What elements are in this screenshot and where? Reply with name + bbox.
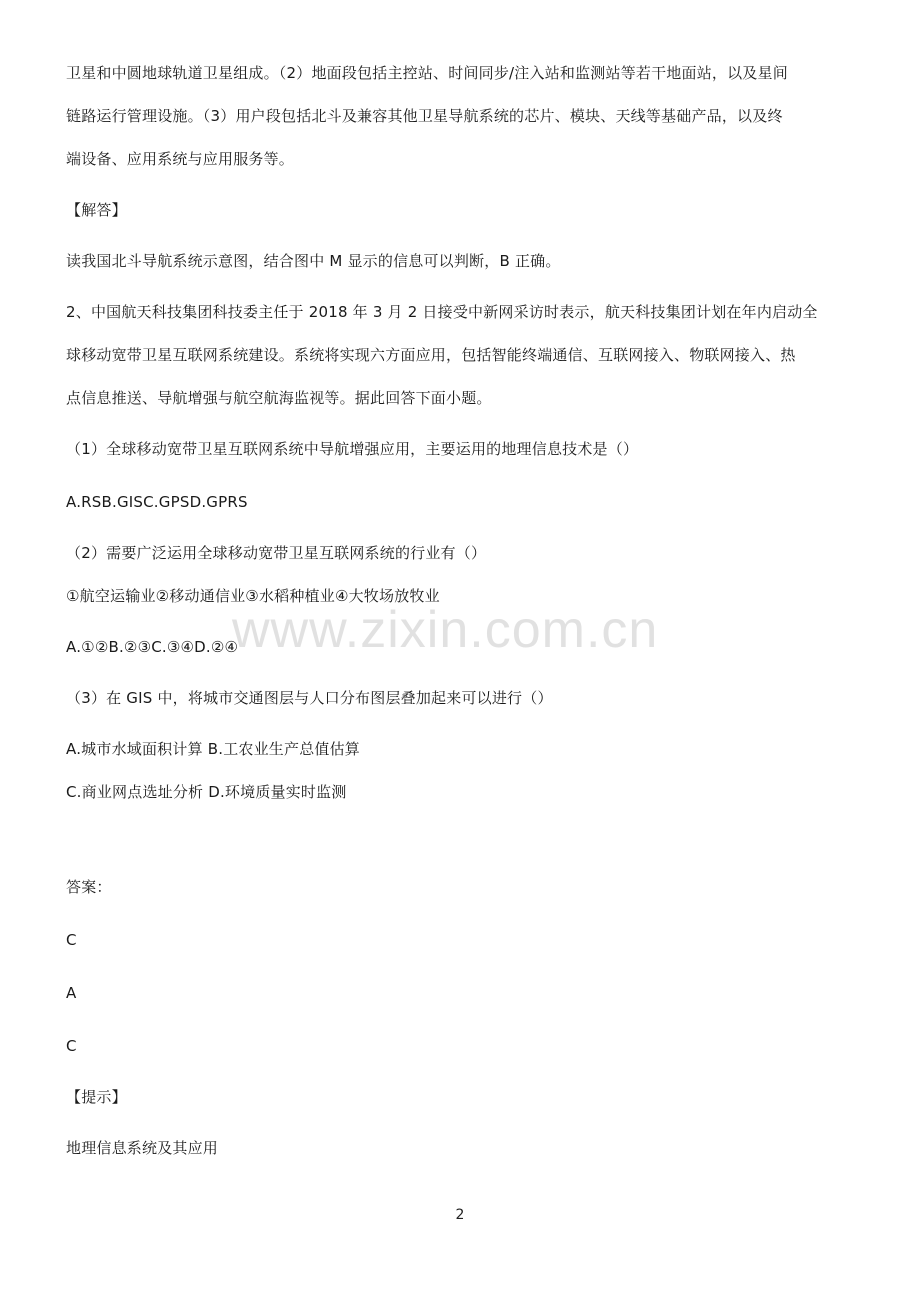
answer-3: C	[66, 1037, 77, 1055]
intro-line-1: 卫星和中圆地球轨道卫星组成。（2）地面段包括主控站、时间同步/注入站和监测站等若干地面站，以及星间	[66, 64, 788, 82]
answer-1: C	[66, 931, 77, 949]
hint-text: 地理信息系统及其应用	[66, 1139, 219, 1157]
sub-question-1: （1）全球移动宽带卫星互联网系统中导航增强应用，主要运用的地理信息技术是（）	[66, 440, 639, 458]
watermark: www.zixin.com.cn	[232, 601, 659, 659]
question-2-line-3: 点信息推送、导航增强与航空航海监视等。据此回答下面小题。	[66, 389, 492, 407]
sub-question-3-options-1: A.城市水域面积计算 B.工农业生产总值估算	[66, 740, 360, 758]
hint-heading: 【提示】	[66, 1088, 127, 1106]
answer-heading: 【解答】	[66, 201, 127, 219]
sub-question-3-options-2: C.商业网点选址分析 D.环境质量实时监测	[66, 783, 347, 801]
question-2-line-1: 2、中国航天科技集团科技委主任于 2018 年 3 月 2 日接受中新网采访时表示，航天科技集团计划在年内启动全	[66, 303, 818, 321]
sub-question-2-items: ①航空运输业②移动通信业③水稻种植业④大牧场放牧业	[66, 587, 440, 605]
page-number: 2	[455, 1207, 465, 1223]
question-2-line-2: 球移动宽带卫星互联网系统建设。系统将实现六方面应用，包括智能终端通信、互联网接入、物联网接入、热	[66, 346, 796, 364]
answer-2: A	[66, 984, 77, 1002]
sub-question-1-options: A.RSB.GISC.GPSD.GPRS	[66, 493, 248, 511]
sub-question-3: （3）在 GIS 中，将城市交通图层与人口分布图层叠加起来可以进行（）	[66, 689, 553, 707]
answers-label: 答案：	[66, 878, 112, 896]
intro-line-2: 链路运行管理设施。（3）用户段包括北斗及兼容其他卫星导航系统的芯片、模块、天线等基础产品，以及终	[66, 107, 783, 125]
answer-text: 读我国北斗导航系统示意图，结合图中 M 显示的信息可以判断，B 正确。	[66, 252, 561, 270]
page-content	[66, 52, 856, 1170]
sub-question-2: （2）需要广泛运用全球移动宽带卫星互联网系统的行业有（）	[66, 544, 487, 562]
intro-line-3: 端设备、应用系统与应用服务等。	[66, 150, 295, 168]
sub-question-2-options: A.①②B.②③C.③④D.②④	[66, 638, 239, 656]
